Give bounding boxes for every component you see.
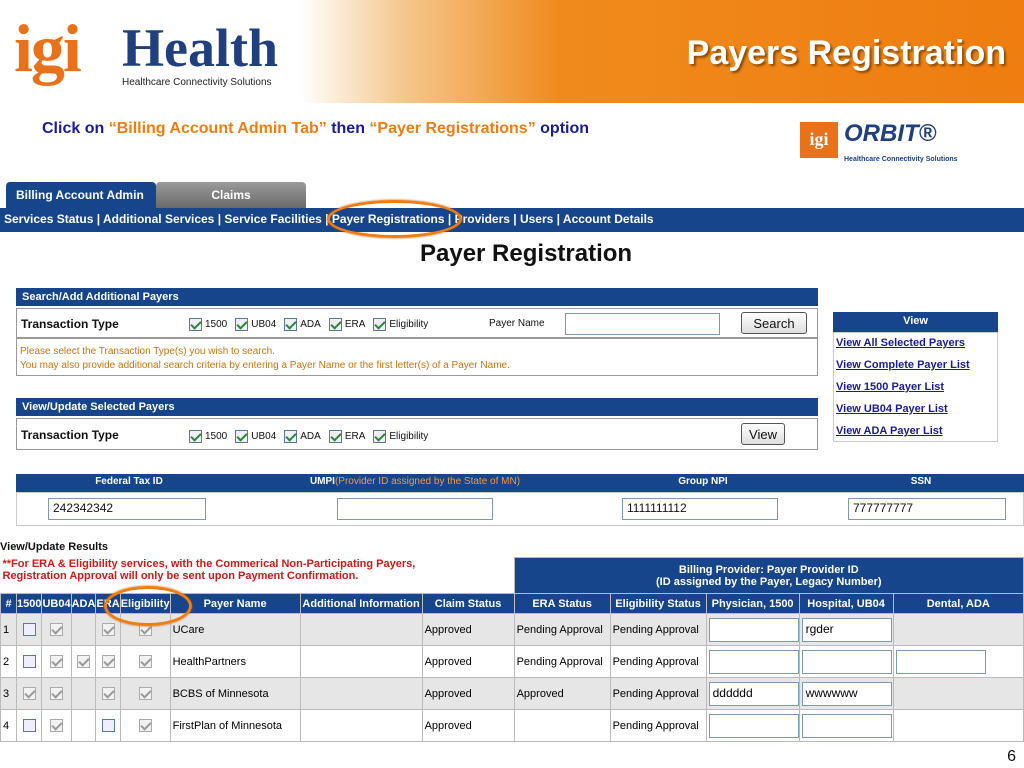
row-physician-1500-cell xyxy=(706,614,799,646)
search-cb-1500[interactable] xyxy=(189,318,202,331)
nav-bar: Services Status | Additional Services | Service Facilities | Payer Registrations | Providers | Users | Account Details xyxy=(0,208,1024,232)
col-header-13: Dental, ADA xyxy=(893,594,1023,614)
row-payer-name: UCare xyxy=(170,614,300,646)
view-cb-1500[interactable] xyxy=(189,430,202,443)
page-number: 6 xyxy=(1007,748,1016,765)
row-physician-1500-cell xyxy=(706,646,799,678)
row-era-checkbox[interactable] xyxy=(102,623,115,636)
link-view-ada-list[interactable]: View ADA Payer List xyxy=(836,425,943,437)
row-eligibility-status: Pending Approval xyxy=(610,614,706,646)
row-eligibility-cell xyxy=(120,678,170,710)
search-cb-eligibility[interactable] xyxy=(373,318,386,331)
billing-provider-line1: Billing Provider: Payer Provider ID xyxy=(678,563,859,576)
view-button[interactable]: View xyxy=(741,423,785,445)
search-hint-1: Please select the Transaction Type(s) you wish to search. xyxy=(20,346,275,357)
payer-name-input[interactable] xyxy=(565,313,720,335)
logo-igi: igi xyxy=(14,10,80,86)
tab-claims[interactable]: Claims xyxy=(156,182,306,208)
row-1500-checkbox[interactable] xyxy=(23,719,36,732)
row-1500-cell xyxy=(17,646,42,678)
row-eligibility-cell xyxy=(120,646,170,678)
row-eligibility-status: Pending Approval xyxy=(610,646,706,678)
umpi-label: UMPI xyxy=(309,476,335,487)
results-note-1: **For ERA & Eligibility services, with the Commerical Non-Participating Payers, xyxy=(2,557,416,570)
page-title: Payer Registration xyxy=(420,240,633,267)
col-header-1: 1500 xyxy=(17,594,42,614)
link-view-complete-list[interactable]: View Complete Payer List xyxy=(836,359,970,371)
row-eligibility-checkbox[interactable] xyxy=(139,719,152,732)
col-header-3: ADA xyxy=(71,594,96,614)
search-hint-box xyxy=(16,338,818,376)
group-npi-header: Group NPI xyxy=(588,474,818,492)
row-ub04-checkbox[interactable] xyxy=(50,623,63,636)
logo-health: Health xyxy=(122,18,278,78)
results-note xyxy=(1,558,515,594)
row-payer-name: FirstPlan of Minnesota xyxy=(170,710,300,742)
search-hint-2: You may also provide additional search criteria by entering a Payer Name or the first letter(s) of a Payer Name. xyxy=(20,360,510,371)
row-hospital-ub04-cell xyxy=(799,646,893,678)
search-cb-era-label: ERA xyxy=(344,319,366,331)
instruction-middle: then xyxy=(326,120,370,137)
row-claim-status: Approved xyxy=(422,678,514,710)
results-title: View/Update Results xyxy=(0,541,108,553)
billing-provider-line2: (ID assigned by the Payer, Legacy Number) xyxy=(656,575,882,588)
row-ub04-cell xyxy=(42,646,71,678)
row-claim-status: Approved xyxy=(422,646,514,678)
search-row xyxy=(16,308,818,338)
federal-tax-id-header: Federal Tax ID xyxy=(16,474,242,492)
search-cb-1500-label: 1500 xyxy=(205,319,228,331)
row-ub04-checkbox[interactable] xyxy=(50,687,63,700)
row-eligibility-checkbox[interactable] xyxy=(139,687,152,700)
row-number: 1 xyxy=(1,614,17,646)
row-ub04-cell xyxy=(42,678,71,710)
federal-tax-id-input[interactable]: 242342342 xyxy=(48,498,206,520)
col-header-5: Eligibility xyxy=(120,594,170,614)
col-header-0: # xyxy=(1,594,17,614)
umpi-note: (Provider ID assigned by the State of MN) xyxy=(334,476,521,487)
row-hospital-ub04-cell xyxy=(799,614,893,646)
row-additional-info xyxy=(300,646,422,678)
table-row xyxy=(1,646,1024,678)
ssn-input[interactable]: 777777777 xyxy=(848,498,1006,520)
row-payer-name: BCBS of Minnesota xyxy=(170,678,300,710)
row-claim-status: Approved xyxy=(422,710,514,742)
row-physician-1500-input[interactable] xyxy=(709,618,799,642)
col-header-8: Claim Status xyxy=(422,594,514,614)
highlight-oval-era-eligibility xyxy=(104,586,192,626)
row-eligibility-checkbox[interactable] xyxy=(139,655,152,668)
row-hospital-ub04-input[interactable]: rgder xyxy=(802,618,892,642)
view-transaction-type-label: Transaction Type xyxy=(21,428,119,442)
nav-additional-services[interactable]: Additional Services xyxy=(102,212,215,226)
ssn-header: SSN xyxy=(818,474,1024,492)
slide-title: Payers Registration xyxy=(686,34,1006,72)
col-header-9: ERA Status xyxy=(514,594,610,614)
group-npi-input[interactable]: 1111111112 xyxy=(622,498,778,520)
search-cb-ada[interactable] xyxy=(284,318,297,331)
instruction-text xyxy=(42,120,589,138)
orbit-name: ORBIT® xyxy=(844,120,937,147)
row-additional-info xyxy=(300,678,422,710)
orbit-logo xyxy=(800,118,1000,170)
nav-services-status[interactable]: Services Status xyxy=(4,212,94,226)
search-section-header: Search/Add Additional Payers xyxy=(16,288,818,306)
row-ada-checkbox[interactable] xyxy=(77,655,90,668)
nav-users[interactable]: Users xyxy=(519,212,554,226)
view-cb-eligibility[interactable] xyxy=(373,430,386,443)
row-era-status: Pending Approval xyxy=(514,614,610,646)
view-update-row xyxy=(16,418,818,450)
search-cb-ub04[interactable] xyxy=(235,318,248,331)
row-1500-cell xyxy=(17,614,42,646)
row-physician-1500-cell xyxy=(706,678,799,710)
results-rows xyxy=(1,614,1024,742)
row-eligibility-status: Pending Approval xyxy=(610,710,706,742)
row-additional-info xyxy=(300,710,422,742)
row-era-checkbox[interactable] xyxy=(102,719,115,732)
row-era-status xyxy=(514,710,610,742)
nav-providers[interactable]: Providers xyxy=(454,212,510,226)
row-payer-name: HealthPartners xyxy=(170,646,300,678)
col-header-12: Hospital, UB04 xyxy=(799,594,893,614)
row-hospital-ub04-cell xyxy=(799,678,893,710)
umpi-input[interactable] xyxy=(337,498,493,520)
row-number: 2 xyxy=(1,646,17,678)
row-1500-checkbox[interactable] xyxy=(23,687,36,700)
tab-billing-account-admin[interactable]: Billing Account Admin xyxy=(6,182,156,208)
row-ub04-cell xyxy=(42,614,71,646)
row-1500-cell xyxy=(17,678,42,710)
row-number: 3 xyxy=(1,678,17,710)
search-cb-ada-label: ADA xyxy=(300,319,321,331)
view-cb-era[interactable] xyxy=(329,430,342,443)
view-cb-ub04[interactable] xyxy=(235,430,248,443)
row-ada-cell xyxy=(71,646,96,678)
col-header-7: Additional Information xyxy=(300,594,422,614)
row-ub04-checkbox[interactable] xyxy=(50,655,63,668)
row-dental-ada-cell xyxy=(893,710,1023,742)
row-eligibility-status: Pending Approval xyxy=(610,678,706,710)
row-dental-ada-input[interactable] xyxy=(896,650,986,674)
instruction-suffix: option xyxy=(535,120,590,137)
instruction-prefix: Click on xyxy=(42,120,109,137)
row-physician-1500-cell xyxy=(706,710,799,742)
row-ub04-cell xyxy=(42,710,71,742)
row-hospital-ub04-input[interactable] xyxy=(802,650,892,674)
row-hospital-ub04-input[interactable] xyxy=(802,714,892,738)
row-physician-1500-input[interactable] xyxy=(709,714,799,738)
row-hospital-ub04-input[interactable]: wwwwww xyxy=(802,682,892,706)
row-era-checkbox[interactable] xyxy=(102,655,115,668)
row-1500-checkbox[interactable] xyxy=(23,655,36,668)
col-header-6: Payer Name xyxy=(170,594,300,614)
view-cb-1500-label: 1500 xyxy=(205,431,228,443)
row-dental-ada-cell xyxy=(893,614,1023,646)
col-header-4: ERA xyxy=(96,594,120,614)
row-era-cell xyxy=(96,710,120,742)
row-1500-checkbox[interactable] xyxy=(23,623,36,636)
view-cb-ub04-label: UB04 xyxy=(251,431,277,443)
row-ada-cell xyxy=(71,678,96,710)
payer-name-label: Payer Name xyxy=(489,318,545,329)
view-panel-header: View xyxy=(833,312,998,332)
row-dental-ada-cell xyxy=(893,646,1023,678)
instruction-part2: “Payer Registrations” xyxy=(369,120,536,137)
row-additional-info xyxy=(300,614,422,646)
row-era-cell xyxy=(96,678,120,710)
row-era-status: Approved xyxy=(514,678,610,710)
view-update-section-header: View/Update Selected Payers xyxy=(16,398,818,416)
row-number: 4 xyxy=(1,710,17,742)
link-view-ub04-list[interactable]: View UB04 Payer List xyxy=(836,403,948,415)
nav-account-details[interactable]: Account Details xyxy=(562,212,654,226)
highlight-oval-nav xyxy=(327,200,462,238)
link-view-all-selected[interactable]: View All Selected Payers xyxy=(836,337,966,349)
search-transaction-type-label: Transaction Type xyxy=(21,317,119,331)
row-ub04-checkbox[interactable] xyxy=(50,719,63,732)
search-cb-ub04-label: UB04 xyxy=(251,319,277,331)
row-era-cell xyxy=(96,646,120,678)
row-dental-ada-cell xyxy=(893,678,1023,710)
row-claim-status: Approved xyxy=(422,614,514,646)
row-physician-1500-input[interactable] xyxy=(709,650,799,674)
row-1500-cell xyxy=(17,710,42,742)
view-type-options xyxy=(189,428,436,446)
row-ada-cell xyxy=(71,614,96,646)
umpi-header xyxy=(242,474,588,492)
view-cb-era-label: ERA xyxy=(344,431,366,443)
col-header-11: Physician, 1500 xyxy=(706,594,799,614)
search-cb-era[interactable] xyxy=(329,318,342,331)
link-view-1500-list[interactable]: View 1500 Payer List xyxy=(836,381,945,393)
row-ada-cell xyxy=(71,710,96,742)
nav-payer-registrations[interactable]: Payer Registrations xyxy=(331,212,445,226)
results-note-2: Registration Approval will only be sent upon Payment Confirmation. xyxy=(2,569,359,582)
nav-service-facilities[interactable]: Service Facilities xyxy=(224,212,322,226)
search-cb-eligibility-label: Eligibility xyxy=(389,319,429,331)
orbit-tagline: Healthcare Connectivity Solutions xyxy=(844,156,958,163)
billing-provider-header xyxy=(514,558,1023,594)
row-era-checkbox[interactable] xyxy=(102,687,115,700)
view-cb-eligibility-label: Eligibility xyxy=(389,431,429,443)
results-table xyxy=(0,557,1024,742)
row-physician-1500-input[interactable]: dddddd xyxy=(709,682,799,706)
table-row xyxy=(1,710,1024,742)
view-cb-ada-label: ADA xyxy=(300,431,321,443)
col-header-10: Eligibility Status xyxy=(610,594,706,614)
search-button[interactable]: Search xyxy=(741,312,807,334)
col-header-2: UB04 xyxy=(42,594,71,614)
orbit-igi-mark: igi xyxy=(800,122,838,158)
table-row xyxy=(1,678,1024,710)
instruction-part1: “Billing Account Admin Tab” xyxy=(108,120,327,137)
view-cb-ada[interactable] xyxy=(284,430,297,443)
logo-tagline: Healthcare Connectivity Solutions xyxy=(122,77,272,88)
row-eligibility-cell xyxy=(120,710,170,742)
search-type-options xyxy=(189,316,436,334)
row-era-status: Pending Approval xyxy=(514,646,610,678)
row-hospital-ub04-cell xyxy=(799,710,893,742)
